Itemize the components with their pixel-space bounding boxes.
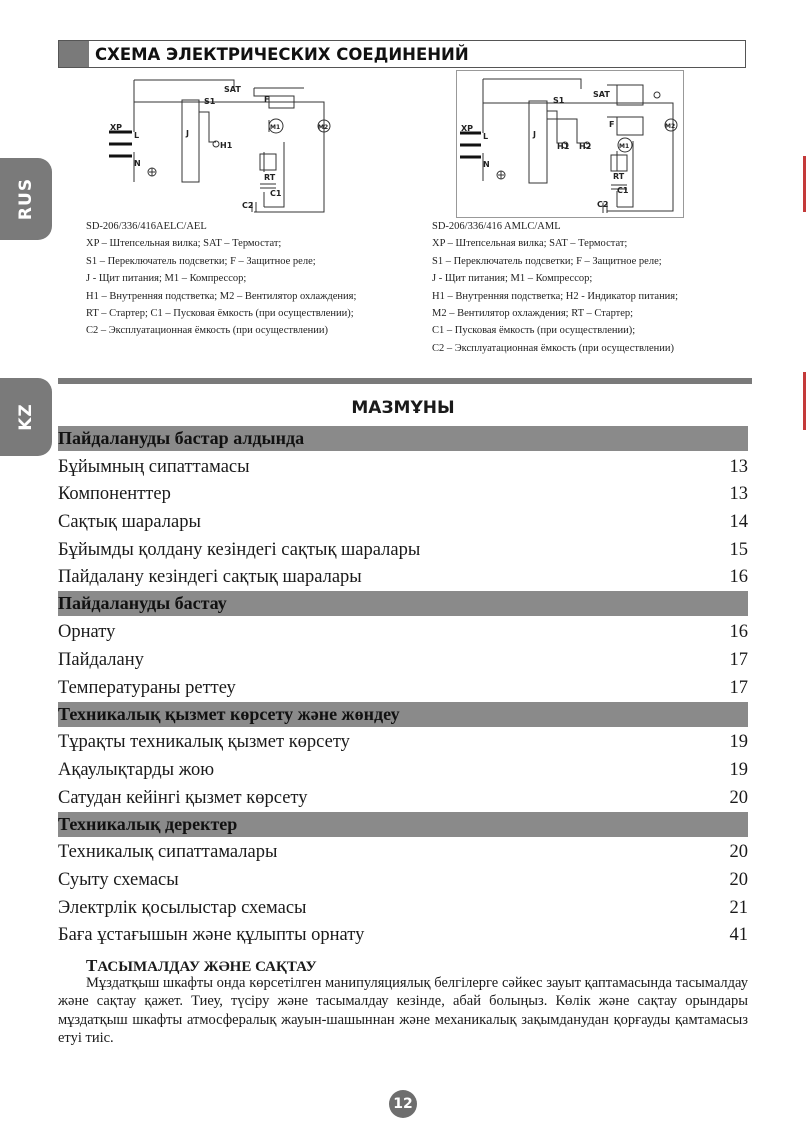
- language-tab-kz-label: KZ: [16, 403, 36, 431]
- toc-section-header: Техникалық деректер: [58, 812, 748, 837]
- label-f: F: [264, 95, 270, 104]
- toc-entry[interactable]: [58, 481, 748, 509]
- toc-entry-label: Сатудан кейінгі қызмет көрсету: [58, 787, 308, 808]
- toc-entry[interactable]: [58, 839, 748, 867]
- toc-section-header: Пайдалануды бастар алдында: [58, 426, 748, 451]
- toc-entry-label: Тұрақты техникалық қызмет көрсету: [58, 732, 350, 753]
- label-rt: RT: [613, 172, 625, 181]
- toc-entry[interactable]: [58, 756, 748, 784]
- label-n: N: [483, 160, 490, 169]
- label-j: J: [186, 129, 189, 138]
- toc-entry[interactable]: [58, 729, 748, 757]
- label-h1: H1: [557, 142, 570, 151]
- wiring-diagram-right: [456, 70, 684, 218]
- toc-page-number: 17: [729, 677, 748, 698]
- toc-entry[interactable]: [58, 866, 748, 894]
- toc-entry[interactable]: [58, 922, 748, 950]
- toc-page-number: 21: [729, 897, 748, 918]
- label-m1: M1: [270, 124, 281, 131]
- section-title: СХЕМА ЭЛЕКТРИЧЕСКИХ СОЕДИНЕНИЙ: [95, 44, 469, 64]
- label-xp: XP: [110, 123, 123, 132]
- toc-entry-label: Сақтық шаралары: [58, 512, 201, 533]
- legend-line: XP – Штепсельная вилка; SAT – Термостат;: [432, 238, 628, 250]
- label-m2: M2: [318, 124, 329, 131]
- toc-entry-label: Суыту схемасы: [58, 869, 179, 890]
- toc-section-header: Пайдалануды бастау: [58, 591, 748, 616]
- label-s1: S1: [553, 96, 565, 105]
- transport-title: [86, 956, 317, 976]
- label-h2: H2: [579, 142, 592, 151]
- wiring-diagram-left: [104, 72, 334, 214]
- toc-section-header: Техникалық қызмет көрсету және жөндеу: [58, 702, 748, 727]
- toc-page-number: 20: [729, 842, 748, 863]
- page-number: 12: [389, 1090, 417, 1118]
- legend-line: J - Щит питания; M1 – Компрессор;: [86, 273, 247, 285]
- toc-entry-label: Баға ұстағышын және құлыпты орнату: [58, 925, 365, 946]
- toc-entry-label: Бұйымды қолдану кезіндегі сақтық шаралары: [58, 539, 421, 560]
- label-xp: XP: [461, 124, 474, 133]
- toc-entry[interactable]: [58, 536, 748, 564]
- toc-entry[interactable]: [58, 508, 748, 536]
- toc-entry-label: Пайдалану: [58, 649, 144, 670]
- toc-entry-label: Температураны реттеу: [58, 677, 236, 698]
- label-sat: SAT: [593, 90, 610, 99]
- legend-line: S1 – Переключатель подсветки; F – Защитное реле;: [86, 255, 316, 267]
- legend-line: SD-206/336/416AELC/AEL: [86, 221, 207, 232]
- toc-page-number: 41: [729, 925, 748, 946]
- toc-entry-label: Ақаулықтарды жою: [58, 759, 215, 780]
- contents-title: МАЗМҰНЫ: [351, 398, 455, 418]
- table-of-contents: [58, 426, 748, 949]
- toc-entry[interactable]: [58, 564, 748, 592]
- section-header: [58, 40, 746, 68]
- legend-line: XP – Штепсельная вилка; SAT – Термостат;: [86, 238, 282, 250]
- toc-entry[interactable]: [58, 618, 748, 646]
- section-divider: [58, 378, 752, 384]
- legend-line: M2 – Вентилятор охлаждения; RT – Стартер;: [432, 308, 634, 320]
- toc-entry-label: Техникалық сипаттамалары: [58, 842, 278, 863]
- toc-entry[interactable]: [58, 784, 748, 812]
- label-j: J: [533, 130, 536, 139]
- label-m1: M1: [619, 143, 630, 150]
- toc-page-number: 20: [729, 869, 748, 890]
- legend-line: H1 – Внутренняя подстветка; M2 – Вентилятор охлаждения;: [86, 290, 357, 302]
- toc-entry[interactable]: [58, 674, 748, 702]
- legend-line: C1 – Пусковая ёмкость (при осуществлении);: [432, 325, 636, 337]
- legend-line: C2 – Эксплуатационная ёмкость (при осуществлении): [432, 342, 675, 354]
- label-c2: C2: [242, 201, 254, 210]
- label-h1: H1: [220, 141, 233, 150]
- toc-entry[interactable]: [58, 646, 748, 674]
- label-c1: C1: [617, 186, 629, 195]
- label-m2: M2: [665, 123, 676, 130]
- transport-body: Мұздатқыш шкафты онда көрсетілген манипуляциялық белгілерге сәйкес зауыт қаптамасында тасымалдау және сақтау қажет. Тиеу, түсіру және тасымалдау кезінде, абай болыңыз. Көлік және сақтау орындары мұздатқыш шкафты атмосфералық жауын-шашыннан және механикалық зақымданудан қорғауды қамтамасыз етуі тиіс.: [58, 975, 748, 1047]
- legend-line: S1 – Переключатель подсветки; F – Защитное реле;: [432, 255, 662, 267]
- label-s1: S1: [204, 97, 216, 106]
- toc-page-number: 13: [729, 456, 748, 477]
- toc-page-number: 15: [729, 539, 748, 560]
- toc-entry-label: Орнату: [58, 622, 116, 643]
- transport-title-rest: АСЫМАЛДАУ ЖӘНЕ САҚТАУ: [97, 959, 317, 975]
- toc-page-number: 20: [729, 787, 748, 808]
- label-l: L: [134, 131, 140, 140]
- legend-line: SD-206/336/416 AMLC/AML: [432, 221, 561, 232]
- label-c2: C2: [597, 200, 609, 209]
- toc-page-number: 16: [729, 622, 748, 643]
- toc-page-number: 17: [729, 649, 748, 670]
- legend-line: H1 – Внутренняя подстветка; H2 - Индикатор питания;: [432, 290, 679, 302]
- toc-entry-label: Электрлік қосылыстар схемасы: [58, 897, 307, 918]
- label-f: F: [609, 120, 615, 129]
- toc-page-number: 19: [729, 732, 748, 753]
- language-tab-rus[interactable]: [0, 158, 52, 240]
- toc-page-number: 14: [729, 512, 748, 533]
- language-tab-rus-label: RUS: [15, 177, 36, 221]
- toc-entry-label: Пайдалану кезіндегі сақтық шаралары: [58, 567, 362, 588]
- toc-entry[interactable]: [58, 453, 748, 481]
- transport-title-initial: Т: [86, 956, 98, 975]
- language-tab-kz[interactable]: [0, 378, 52, 456]
- legend-line: J - Щит питания; M1 – Компрессор;: [432, 273, 593, 285]
- label-sat: SAT: [224, 85, 241, 94]
- label-c1: C1: [270, 189, 282, 198]
- legend-line: RT – Стартер; C1 – Пусковая ёмкость (при осуществлении);: [86, 308, 354, 320]
- label-n: N: [134, 159, 141, 168]
- toc-entry-label: Компоненттер: [58, 484, 171, 505]
- legend-line: C2 – Эксплуатационная ёмкость (при осуществлении): [86, 325, 329, 337]
- toc-entry-label: Бұйымның сипаттамасы: [58, 456, 250, 477]
- toc-page-number: 19: [729, 759, 748, 780]
- toc-page-number: 16: [729, 567, 748, 588]
- legend-right: [432, 218, 762, 357]
- toc-entry[interactable]: [58, 894, 748, 922]
- label-l: L: [483, 132, 489, 141]
- legend-left: [86, 218, 406, 340]
- label-rt: RT: [264, 173, 276, 182]
- section-header-bar: [59, 41, 89, 67]
- toc-page-number: 13: [729, 484, 748, 505]
